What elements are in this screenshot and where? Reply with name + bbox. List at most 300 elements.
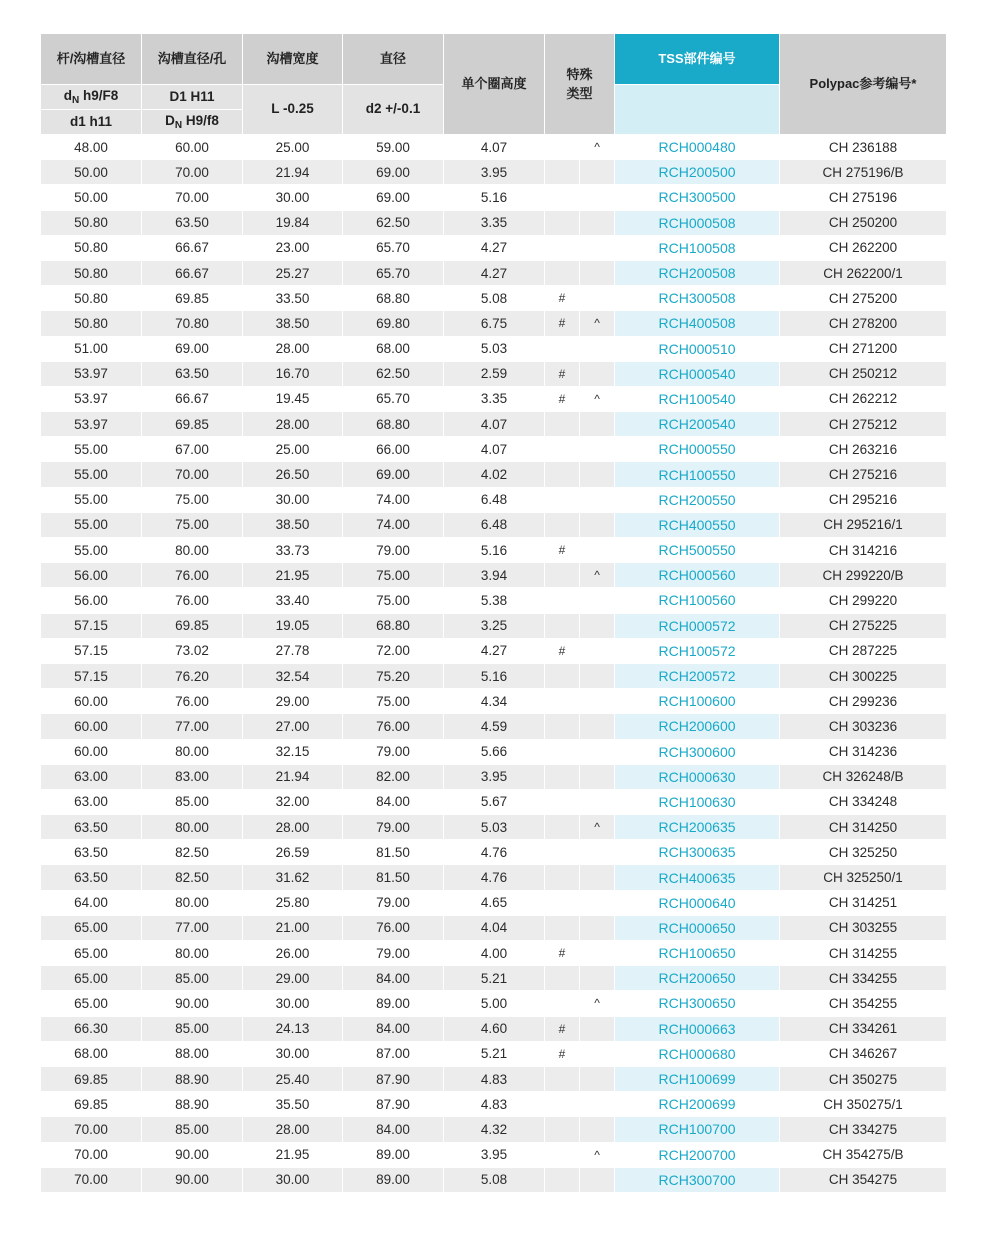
tss-part-number-cell[interactable]: RCH300508: [615, 286, 780, 311]
rod-diameter-cell: 69.85: [41, 1066, 142, 1091]
special-type-hash-cell: [545, 613, 580, 638]
tss-part-number-cell[interactable]: RCH500550: [615, 538, 780, 563]
tss-part-number-cell[interactable]: RCH000508: [615, 210, 780, 235]
table-row: [41, 689, 947, 714]
table-row: [41, 991, 947, 1016]
rod-diameter-cell: 63.50: [41, 865, 142, 890]
rod-diameter-cell: 57.15: [41, 613, 142, 638]
groove-width-cell: 38.50: [243, 311, 343, 336]
diameter-cell: 75.20: [343, 663, 444, 688]
diameter-cell: 69.00: [343, 185, 444, 210]
special-type-caret-cell: [580, 1092, 615, 1117]
table-row: [41, 1016, 947, 1041]
table-row: [41, 865, 947, 890]
groove-width-cell: 30.00: [243, 1167, 343, 1192]
table-row: [41, 487, 947, 512]
special-type-hash-cell: [545, 815, 580, 840]
groove-diameter-cell: 73.02: [142, 638, 243, 663]
polypac-reference-cell: CH 303236: [780, 714, 947, 739]
polypac-reference-cell: CH 250200: [780, 210, 947, 235]
groove-width-cell: 29.00: [243, 966, 343, 991]
header-polypac-reference: Polypac参考编号*: [780, 34, 947, 135]
tss-part-number-cell[interactable]: RCH100572: [615, 638, 780, 663]
groove-diameter-cell: 80.00: [142, 815, 243, 840]
diameter-cell: 66.00: [343, 437, 444, 462]
tss-part-number-cell[interactable]: RCH000560: [615, 563, 780, 588]
rod-diameter-cell: 53.97: [41, 361, 142, 386]
tss-part-number-cell[interactable]: RCH100550: [615, 462, 780, 487]
tss-part-number-cell[interactable]: RCH100630: [615, 789, 780, 814]
groove-diameter-cell: 63.50: [142, 210, 243, 235]
groove-diameter-cell: 76.20: [142, 663, 243, 688]
special-type-caret-cell: [580, 336, 615, 361]
ring-height-cell: 4.60: [444, 1016, 545, 1041]
tss-part-number-cell[interactable]: RCH400550: [615, 512, 780, 537]
groove-diameter-cell: 85.00: [142, 789, 243, 814]
tss-part-number-cell[interactable]: RCH200699: [615, 1092, 780, 1117]
rod-diameter-cell: 63.50: [41, 815, 142, 840]
special-type-hash-cell: [545, 512, 580, 537]
diameter-cell: 75.00: [343, 563, 444, 588]
diameter-cell: 62.50: [343, 361, 444, 386]
groove-diameter-cell: 80.00: [142, 941, 243, 966]
table-row: [41, 714, 947, 739]
special-type-hash-cell: [545, 1167, 580, 1192]
polypac-reference-cell: CH 314216: [780, 538, 947, 563]
tss-part-number-cell[interactable]: RCH200508: [615, 260, 780, 285]
ring-height-cell: 4.34: [444, 689, 545, 714]
special-type-hash-cell: [545, 135, 580, 160]
seal-dimension-table: [40, 33, 947, 1193]
rod-diameter-cell: 65.00: [41, 991, 142, 1016]
groove-diameter-cell: 70.00: [142, 160, 243, 185]
table-row: [41, 890, 947, 915]
groove-width-cell: 19.84: [243, 210, 343, 235]
special-type-caret-cell: ^: [580, 386, 615, 411]
ring-height-cell: 6.48: [444, 512, 545, 537]
table-row: [41, 613, 947, 638]
special-type-caret-cell: [580, 588, 615, 613]
groove-diameter-cell: 70.00: [142, 185, 243, 210]
tss-part-number-cell[interactable]: RCH200540: [615, 412, 780, 437]
special-type-hash-cell: #: [545, 311, 580, 336]
ring-height-cell: 3.25: [444, 613, 545, 638]
special-type-hash-cell: #: [545, 386, 580, 411]
groove-width-cell: 25.80: [243, 890, 343, 915]
rod-diameter-cell: 55.00: [41, 462, 142, 487]
special-type-caret-cell: [580, 185, 615, 210]
groove-diameter-cell: 69.85: [142, 412, 243, 437]
special-type-caret-cell: [580, 689, 615, 714]
ring-height-cell: 5.16: [444, 663, 545, 688]
polypac-reference-cell: CH 271200: [780, 336, 947, 361]
special-type-caret-cell: ^: [580, 1142, 615, 1167]
polypac-reference-cell: CH 262200: [780, 235, 947, 260]
tss-part-number-cell[interactable]: RCH000630: [615, 764, 780, 789]
dn-subscript: N: [174, 120, 183, 131]
special-type-caret-cell: [580, 260, 615, 285]
rod-diameter-cell: 50.00: [41, 160, 142, 185]
special-type-hash-cell: [545, 210, 580, 235]
polypac-reference-cell: CH 325250/1: [780, 865, 947, 890]
groove-width-cell: 35.50: [243, 1092, 343, 1117]
special-type-hash-cell: [545, 487, 580, 512]
rod-diameter-cell: 68.00: [41, 1041, 142, 1066]
ring-height-cell: 5.21: [444, 1041, 545, 1066]
groove-width-cell: 33.40: [243, 588, 343, 613]
groove-diameter-cell: 90.00: [142, 991, 243, 1016]
tss-part-number-cell[interactable]: RCH300600: [615, 739, 780, 764]
special-type-caret-cell: [580, 235, 615, 260]
tss-part-number-cell[interactable]: RCH000640: [615, 890, 780, 915]
special-type-hash-cell: [545, 991, 580, 1016]
diameter-cell: 75.00: [343, 689, 444, 714]
header-special-type: [545, 34, 615, 135]
polypac-reference-cell: CH 287225: [780, 638, 947, 663]
ring-height-cell: 4.59: [444, 714, 545, 739]
special-type-caret-cell: [580, 1016, 615, 1041]
tss-part-number-cell[interactable]: RCH100560: [615, 588, 780, 613]
polypac-reference-cell: CH 275216: [780, 462, 947, 487]
polypac-reference-cell: CH 314255: [780, 941, 947, 966]
table-row: [41, 966, 947, 991]
polypac-reference-cell: CH 299220: [780, 588, 947, 613]
tss-part-number-cell[interactable]: RCH000510: [615, 336, 780, 361]
groove-width-cell: 32.15: [243, 739, 343, 764]
special-type-hash-cell: [545, 412, 580, 437]
special-type-hash-cell: [545, 235, 580, 260]
header-bore-tolerance-dn: [142, 110, 243, 135]
special-type-hash-cell: #: [545, 1041, 580, 1066]
tss-part-number-cell[interactable]: RCH100650: [615, 941, 780, 966]
tss-part-number-cell[interactable]: RCH100540: [615, 386, 780, 411]
groove-width-cell: 26.59: [243, 840, 343, 865]
polypac-reference-cell: CH 325250: [780, 840, 947, 865]
special-type-hash-cell: [545, 260, 580, 285]
diameter-cell: 89.00: [343, 1142, 444, 1167]
diameter-cell: 69.00: [343, 160, 444, 185]
polypac-reference-cell: CH 300225: [780, 663, 947, 688]
groove-width-cell: 28.00: [243, 412, 343, 437]
groove-diameter-cell: 82.50: [142, 865, 243, 890]
tss-part-number-cell[interactable]: RCH000663: [615, 1016, 780, 1041]
table-row: [41, 789, 947, 814]
tss-part-number-cell[interactable]: RCH200572: [615, 663, 780, 688]
ring-height-cell: 3.95: [444, 1142, 545, 1167]
special-type-caret-cell: ^: [580, 311, 615, 336]
groove-diameter-cell: 85.00: [142, 1016, 243, 1041]
special-type-caret-cell: [580, 437, 615, 462]
header-special-type-line1: 特殊: [566, 66, 593, 82]
diameter-cell: 62.50: [343, 210, 444, 235]
polypac-reference-cell: CH 303255: [780, 915, 947, 940]
polypac-reference-cell: CH 350275: [780, 1066, 947, 1091]
header-groove-width: 沟槽宽度: [243, 34, 343, 85]
special-type-caret-cell: [580, 210, 615, 235]
diameter-cell: 68.00: [343, 336, 444, 361]
table-body: [41, 135, 947, 1193]
groove-width-cell: 30.00: [243, 991, 343, 1016]
tss-part-number-cell[interactable]: RCH200550: [615, 487, 780, 512]
ring-height-cell: 4.27: [444, 260, 545, 285]
diameter-cell: 87.00: [343, 1041, 444, 1066]
tss-part-number-cell[interactable]: RCH200500: [615, 160, 780, 185]
special-type-hash-cell: [545, 865, 580, 890]
table-row: [41, 840, 947, 865]
polypac-reference-cell: CH 334261: [780, 1016, 947, 1041]
tss-part-number-cell[interactable]: RCH000572: [615, 613, 780, 638]
diameter-cell: 82.00: [343, 764, 444, 789]
special-type-caret-cell: [580, 538, 615, 563]
table-row: [41, 386, 947, 411]
rod-diameter-cell: 50.80: [41, 260, 142, 285]
special-type-hash-cell: [545, 915, 580, 940]
special-type-caret-cell: [580, 1167, 615, 1192]
ring-height-cell: 4.65: [444, 890, 545, 915]
diameter-cell: 75.00: [343, 588, 444, 613]
ring-height-cell: 3.94: [444, 563, 545, 588]
special-type-caret-cell: [580, 1041, 615, 1066]
dn-subscript: N: [72, 95, 80, 106]
polypac-reference-cell: CH 334275: [780, 1117, 947, 1142]
special-type-hash-cell: [545, 185, 580, 210]
groove-width-cell: 33.73: [243, 538, 343, 563]
tss-part-number-cell[interactable]: RCH300500: [615, 185, 780, 210]
diameter-cell: 76.00: [343, 915, 444, 940]
ring-height-cell: 5.03: [444, 815, 545, 840]
polypac-reference-cell: CH 263216: [780, 437, 947, 462]
groove-width-cell: 16.70: [243, 361, 343, 386]
tss-part-number-cell[interactable]: RCH200600: [615, 714, 780, 739]
ring-height-cell: 3.95: [444, 160, 545, 185]
special-type-caret-cell: [580, 462, 615, 487]
table-row: [41, 412, 947, 437]
groove-diameter-cell: 76.00: [142, 588, 243, 613]
groove-diameter-cell: 88.00: [142, 1041, 243, 1066]
ring-height-cell: 3.35: [444, 210, 545, 235]
groove-diameter-cell: 80.00: [142, 538, 243, 563]
ring-height-cell: 4.27: [444, 235, 545, 260]
polypac-reference-cell: CH 278200: [780, 311, 947, 336]
ring-height-cell: 4.07: [444, 412, 545, 437]
polypac-reference-cell: CH 354275/B: [780, 1142, 947, 1167]
table-row: [41, 462, 947, 487]
special-type-caret-cell: [580, 966, 615, 991]
header-rod-tolerance-d1: d1 h11: [41, 110, 142, 135]
ring-height-cell: 4.07: [444, 437, 545, 462]
ring-height-cell: 4.27: [444, 638, 545, 663]
groove-diameter-cell: 69.85: [142, 286, 243, 311]
special-type-caret-cell: [580, 890, 615, 915]
tss-part-number-cell[interactable]: RCH300700: [615, 1167, 780, 1192]
ring-height-cell: 5.08: [444, 286, 545, 311]
special-type-hash-cell: [545, 437, 580, 462]
groove-diameter-cell: 76.00: [142, 689, 243, 714]
header-tss-part-number: TSS部件编号: [615, 34, 780, 85]
table-row: [41, 336, 947, 361]
tss-part-number-cell[interactable]: RCH200635: [615, 815, 780, 840]
rod-diameter-cell: 69.85: [41, 1092, 142, 1117]
diameter-cell: 79.00: [343, 815, 444, 840]
rod-diameter-cell: 50.80: [41, 235, 142, 260]
special-type-hash-cell: #: [545, 638, 580, 663]
ring-height-cell: 5.21: [444, 966, 545, 991]
rod-diameter-cell: 53.97: [41, 412, 142, 437]
groove-diameter-cell: 85.00: [142, 966, 243, 991]
tss-part-number-cell[interactable]: RCH000680: [615, 1041, 780, 1066]
special-type-caret-cell: ^: [580, 991, 615, 1016]
tss-part-number-cell[interactable]: RCH200700: [615, 1142, 780, 1167]
groove-diameter-cell: 77.00: [142, 915, 243, 940]
tss-part-number-cell[interactable]: RCH100699: [615, 1066, 780, 1091]
special-type-caret-cell: [580, 915, 615, 940]
rod-diameter-cell: 56.00: [41, 563, 142, 588]
groove-diameter-cell: 70.80: [142, 311, 243, 336]
diameter-cell: 84.00: [343, 1117, 444, 1142]
table-row: [41, 361, 947, 386]
diameter-cell: 79.00: [343, 739, 444, 764]
rod-diameter-cell: 63.50: [41, 840, 142, 865]
tss-part-number-cell[interactable]: RCH000550: [615, 437, 780, 462]
polypac-reference-cell: CH 262212: [780, 386, 947, 411]
special-type-caret-cell: [580, 487, 615, 512]
tss-part-number-cell[interactable]: RCH000540: [615, 361, 780, 386]
ring-height-cell: 2.59: [444, 361, 545, 386]
polypac-reference-cell: CH 314251: [780, 890, 947, 915]
polypac-reference-cell: CH 275196: [780, 185, 947, 210]
tss-part-number-cell[interactable]: RCH300635: [615, 840, 780, 865]
ring-height-cell: 6.75: [444, 311, 545, 336]
rod-diameter-cell: 70.00: [41, 1167, 142, 1192]
special-type-caret-cell: [580, 361, 615, 386]
groove-width-cell: 28.00: [243, 815, 343, 840]
table-row: [41, 1066, 947, 1091]
special-type-caret-cell: [580, 1117, 615, 1142]
polypac-reference-cell: CH 275212: [780, 412, 947, 437]
ring-height-cell: 5.16: [444, 538, 545, 563]
special-type-hash-cell: #: [545, 286, 580, 311]
dn-rest: H9/f8: [182, 113, 219, 128]
rod-diameter-cell: 65.00: [41, 966, 142, 991]
table-row: [41, 260, 947, 285]
ring-height-cell: 4.76: [444, 840, 545, 865]
groove-width-cell: 33.50: [243, 286, 343, 311]
table-row: [41, 588, 947, 613]
diameter-cell: 69.80: [343, 311, 444, 336]
diameter-cell: 84.00: [343, 789, 444, 814]
special-type-caret-cell: [580, 941, 615, 966]
groove-width-cell: 29.00: [243, 689, 343, 714]
polypac-reference-cell: CH 326248/B: [780, 764, 947, 789]
tss-part-number-cell[interactable]: RCH100700: [615, 1117, 780, 1142]
groove-width-cell: 21.94: [243, 160, 343, 185]
polypac-reference-cell: CH 354275: [780, 1167, 947, 1192]
table-row: [41, 235, 947, 260]
special-type-caret-cell: ^: [580, 815, 615, 840]
special-type-caret-cell: [580, 865, 615, 890]
polypac-reference-cell: CH 295216/1: [780, 512, 947, 537]
special-type-hash-cell: #: [545, 941, 580, 966]
tss-part-number-cell[interactable]: RCH300650: [615, 991, 780, 1016]
table-row: [41, 1092, 947, 1117]
table-row: [41, 1142, 947, 1167]
groove-diameter-cell: 69.85: [142, 613, 243, 638]
diameter-cell: 68.80: [343, 286, 444, 311]
special-type-caret-cell: [580, 638, 615, 663]
tss-part-number-cell[interactable]: RCH100600: [615, 689, 780, 714]
special-type-hash-cell: [545, 663, 580, 688]
tss-part-number-cell[interactable]: RCH000650: [615, 915, 780, 940]
rod-diameter-cell: 65.00: [41, 915, 142, 940]
tss-part-number-cell[interactable]: RCH400635: [615, 865, 780, 890]
ring-height-cell: 4.83: [444, 1066, 545, 1091]
polypac-reference-cell: CH 314236: [780, 739, 947, 764]
groove-width-cell: 28.00: [243, 336, 343, 361]
rod-diameter-cell: 70.00: [41, 1142, 142, 1167]
tss-part-number-cell[interactable]: RCH400508: [615, 311, 780, 336]
tss-part-number-cell[interactable]: RCH000480: [615, 135, 780, 160]
table-row: [41, 1041, 947, 1066]
special-type-hash-cell: [545, 890, 580, 915]
rod-diameter-cell: 48.00: [41, 135, 142, 160]
table-row: [41, 286, 947, 311]
header-rod-groove-diameter: 杆/沟槽直径: [41, 34, 142, 85]
groove-width-cell: 19.05: [243, 613, 343, 638]
groove-diameter-cell: 66.67: [142, 260, 243, 285]
ring-height-cell: 5.00: [444, 991, 545, 1016]
table-row: [41, 563, 947, 588]
ring-height-cell: 4.76: [444, 865, 545, 890]
tss-part-number-cell[interactable]: RCH200650: [615, 966, 780, 991]
special-type-hash-cell: #: [545, 1016, 580, 1041]
ring-height-cell: 4.32: [444, 1117, 545, 1142]
rod-diameter-cell: 53.97: [41, 386, 142, 411]
diameter-cell: 79.00: [343, 538, 444, 563]
groove-width-cell: 19.45: [243, 386, 343, 411]
table-row: [41, 311, 947, 336]
groove-width-cell: 27.78: [243, 638, 343, 663]
ring-height-cell: 5.08: [444, 1167, 545, 1192]
special-type-caret-cell: [580, 613, 615, 638]
groove-diameter-cell: 77.00: [142, 714, 243, 739]
groove-diameter-cell: 80.00: [142, 739, 243, 764]
diameter-cell: 87.90: [343, 1092, 444, 1117]
diameter-cell: 74.00: [343, 512, 444, 537]
table-row: [41, 160, 947, 185]
groove-width-cell: 28.00: [243, 1117, 343, 1142]
header-groove-diameter-bore: 沟槽直径/孔: [142, 34, 243, 85]
diameter-cell: 69.00: [343, 462, 444, 487]
groove-diameter-cell: 80.00: [142, 890, 243, 915]
ring-height-cell: 4.00: [444, 941, 545, 966]
special-type-hash-cell: [545, 689, 580, 714]
ring-height-cell: 5.03: [444, 336, 545, 361]
ring-height-cell: 4.02: [444, 462, 545, 487]
polypac-reference-cell: CH 350275/1: [780, 1092, 947, 1117]
special-type-hash-cell: [545, 336, 580, 361]
diameter-cell: 76.00: [343, 714, 444, 739]
groove-diameter-cell: 70.00: [142, 462, 243, 487]
polypac-reference-cell: CH 275200: [780, 286, 947, 311]
tss-part-number-cell[interactable]: RCH100508: [615, 235, 780, 260]
table-row: [41, 638, 947, 663]
table-row: [41, 210, 947, 235]
groove-diameter-cell: 90.00: [142, 1167, 243, 1192]
polypac-reference-cell: CH 275196/B: [780, 160, 947, 185]
ring-height-cell: 4.07: [444, 135, 545, 160]
groove-diameter-cell: 76.00: [142, 563, 243, 588]
polypac-reference-cell: CH 250212: [780, 361, 947, 386]
